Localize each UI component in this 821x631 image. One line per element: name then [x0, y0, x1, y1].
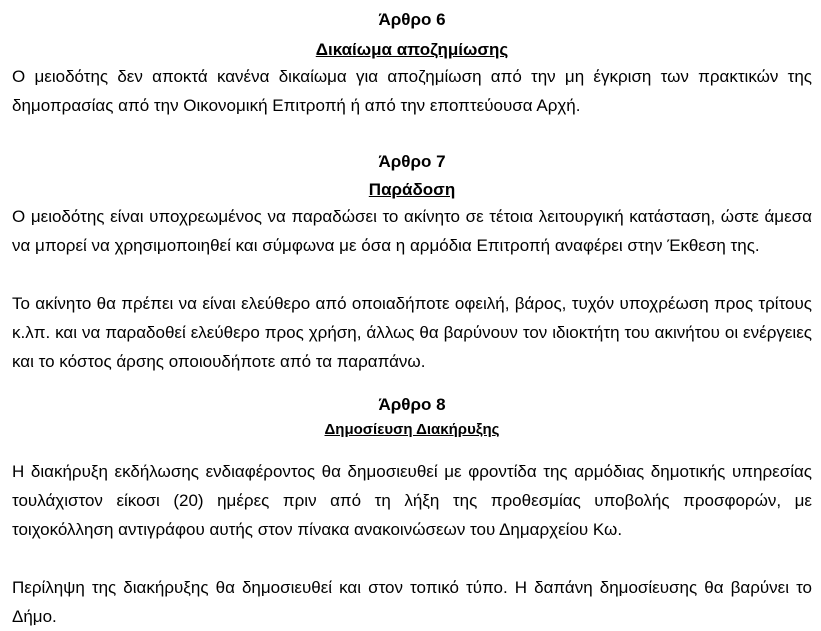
article-7-title: Παράδοση	[368, 180, 456, 199]
article-8-paragraph-2: Περίληψη της διακήρυξης θα δημοσιευθεί και στον τοπικό τύπο. Η δαπάνη δημοσίευσης θα βαρύνει το Δήμο.	[12, 578, 812, 626]
article-7-paragraph-1: Ο μειοδότης είναι υποχρεωμένος να παραδώσει το ακίνητο σε τέτοια λειτουργική κατάσταση, ώστε άμεσα να μπορεί να χρησιμοποιηθεί και σύμφωνα με όσα η αρμόδια Επιτροπή αναφέρει στην Έκθεση της.	[12, 207, 812, 255]
article-8-number: Άρθρο 8	[378, 395, 446, 414]
article-8-title: Δημοσίευση Διακήρυξης	[324, 421, 500, 438]
article-6-paragraph-1: Ο μειοδότης δεν αποκτά κανένα δικαίωμα για αποζημίωση από την μη έγκριση των πρακτικών της δημοπρασίας από την Οικονομική Επιτροπή ή από την εποπτεύουσα Αρχή.	[12, 67, 812, 115]
article-7-paragraph-2: Το ακίνητο θα πρέπει να είναι ελεύθερο από οποιαδήποτε οφειλή, βάρος, τυχόν υποχρέωση προς τρίτους κ.λπ. και να παραδοθεί ελεύθερο προς χρήση, άλλως θα βαρύνουν τον ιδιοκτήτη του ακινήτου οι ενέργειες και το κόστος άρσης οποιουδήποτε από τα παραπάνω.	[12, 294, 812, 371]
article-7-number: Άρθρο 7	[378, 152, 446, 171]
article-6-title: Δικαίωμα αποζημίωσης	[315, 40, 509, 59]
article-8-paragraph-1: Η διακήρυξη εκδήλωσης ενδιαφέροντος θα δημοσιευθεί με φροντίδα της αρμόδιας δημοτικής υπηρεσίας τουλάχιστον είκοσι (20) ημέρες πριν από τη λήξη της προθεσμίας υποβολής προσφορών, με τοιχοκόλληση αντιγράφου αυτής στον πίνακα ανακοινώσεων του Δημαρχείου Κω.	[12, 462, 812, 539]
article-6-number: Άρθρο 6	[378, 10, 446, 29]
